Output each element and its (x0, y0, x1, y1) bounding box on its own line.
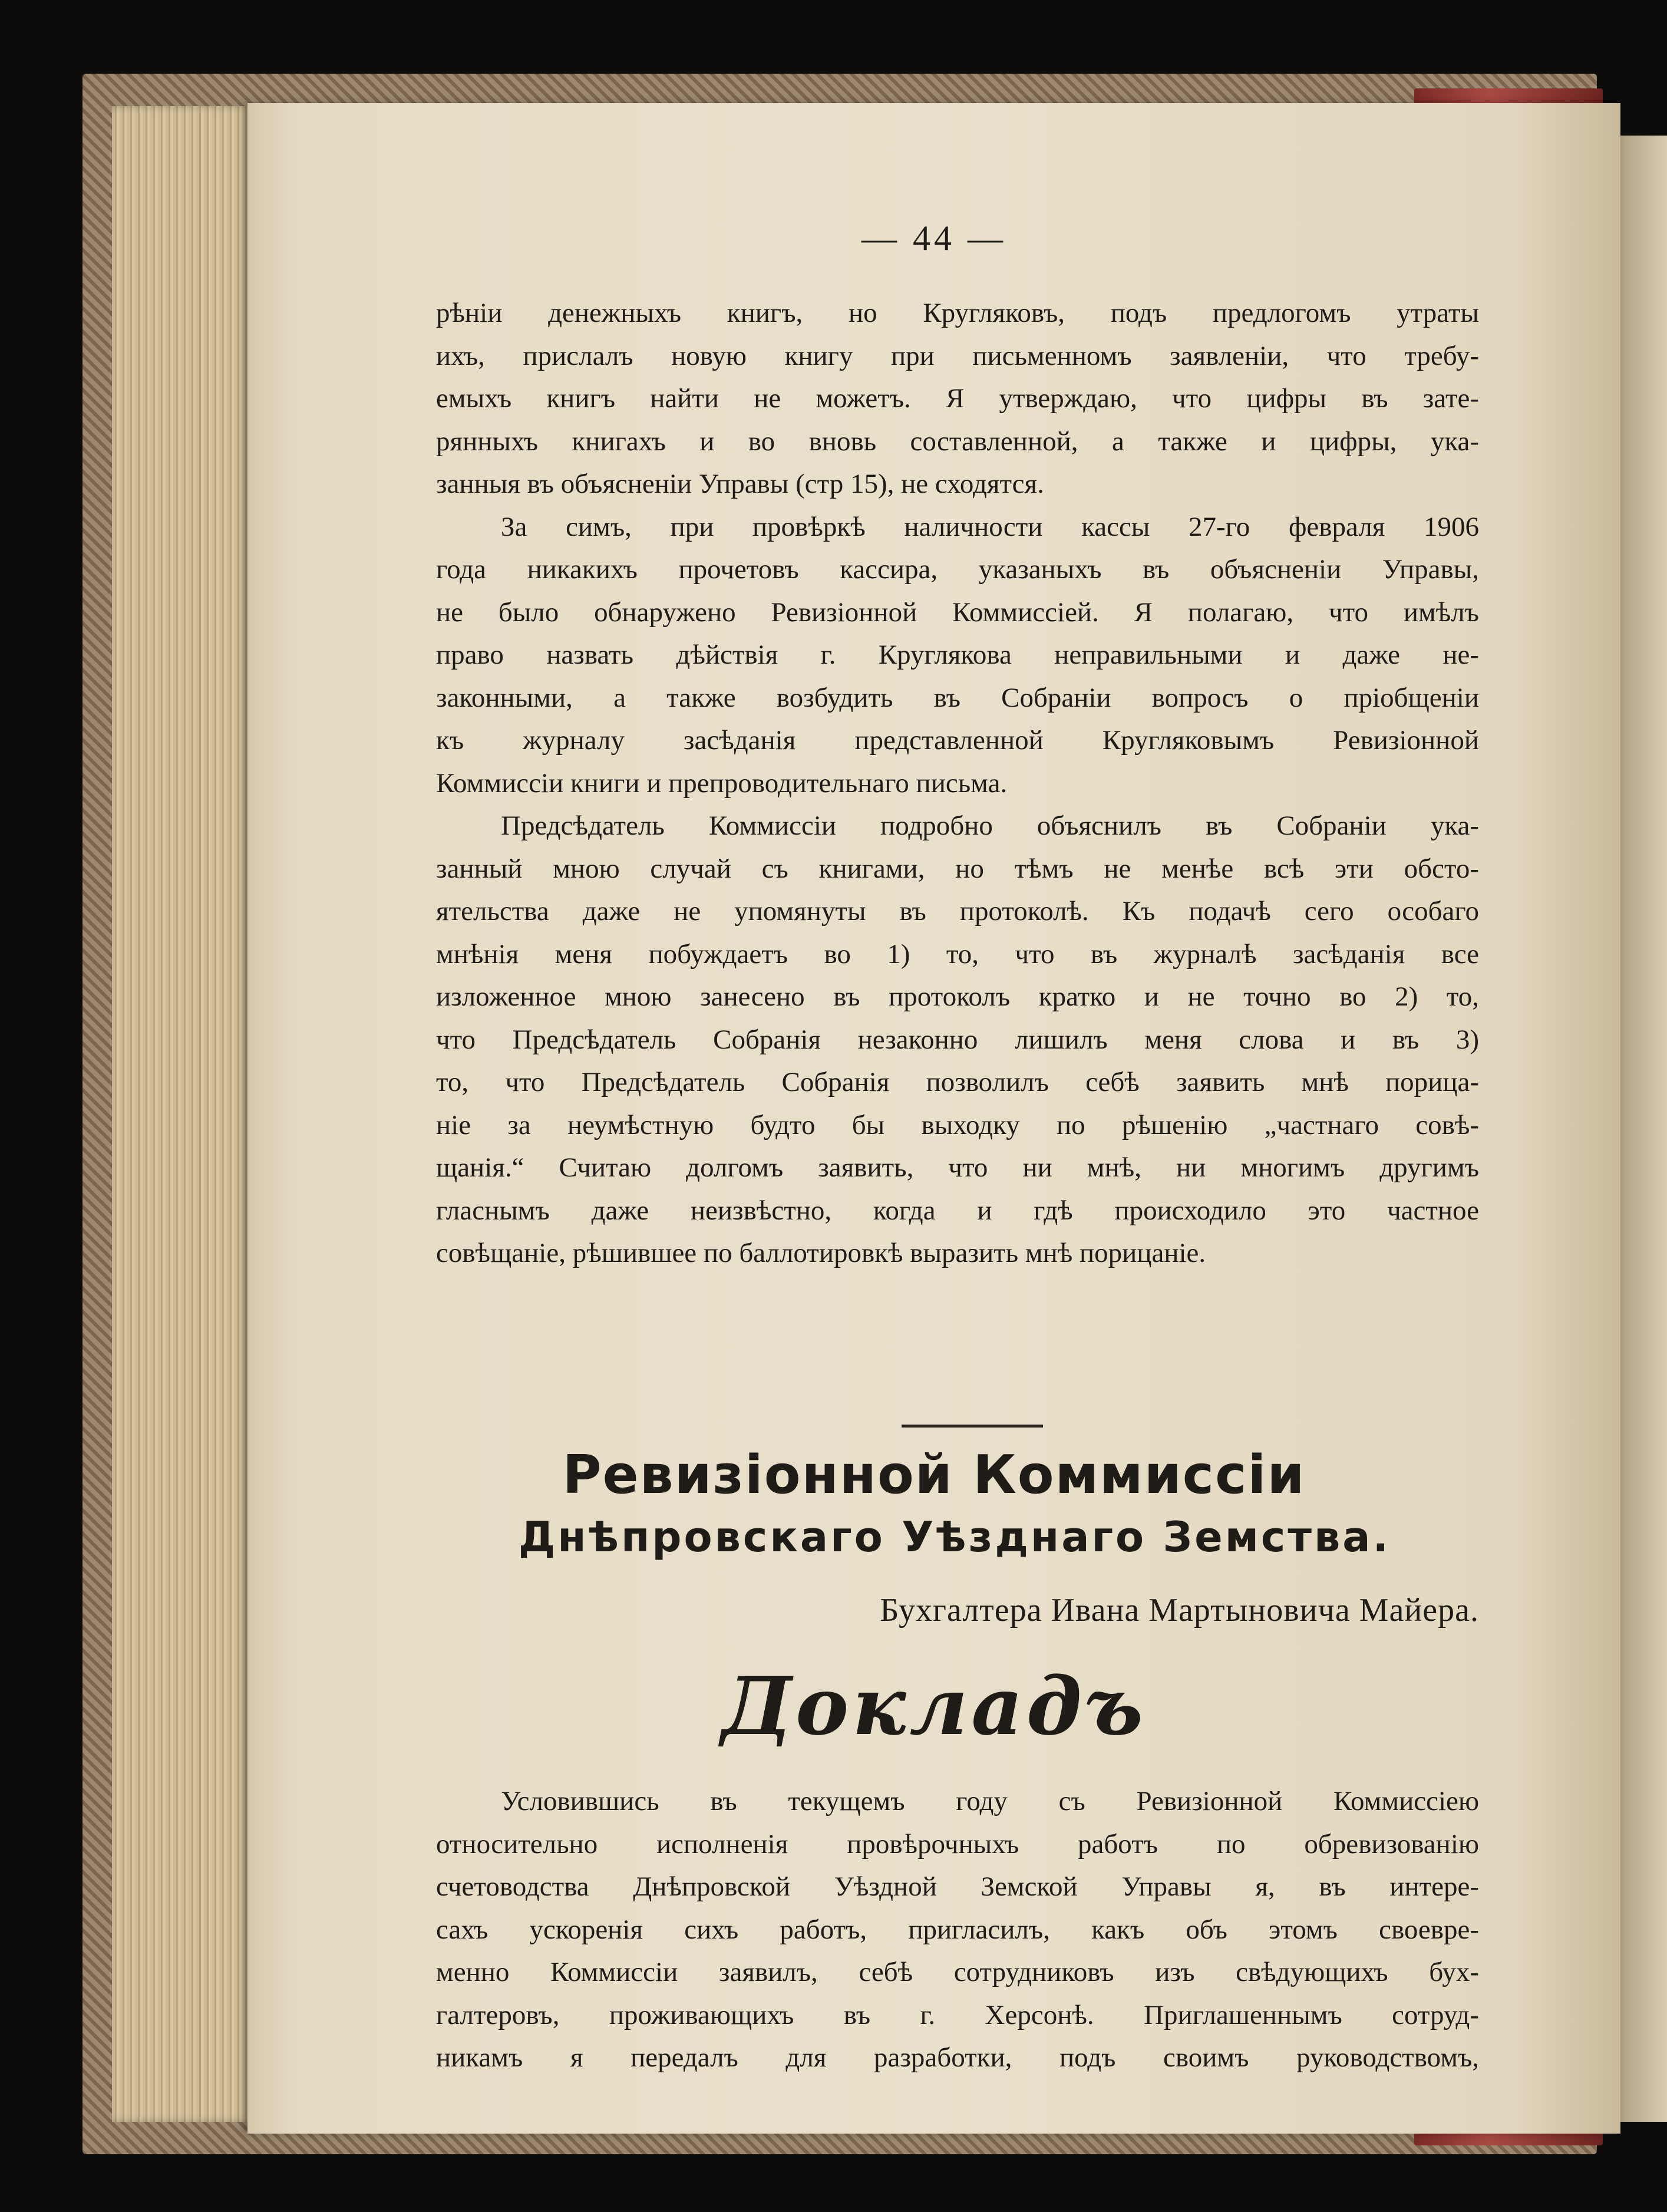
text-line: сахъ ускоренія сихъ работъ, пригласилъ, какъ объ этомъ своевре- (436, 1914, 1479, 1945)
text-line: счетоводства Днѣпровской Уѣздной Земской Управы я, въ интере- (436, 1871, 1479, 1902)
text-line: менно Коммиссіи заявилъ, себѣ сотрудниковъ изъ свѣдующихъ бух- (436, 1957, 1479, 1987)
text-line: никамъ я передалъ для разработки, подъ своимъ руководствомъ, (436, 2042, 1479, 2073)
text-line: галтеровъ, проживающихъ въ г. Херсонѣ. Приглашеннымъ сотруд- (436, 1999, 1479, 2030)
bottom-text (436, 1780, 1479, 2079)
top-text (436, 292, 1479, 1275)
paragraph-4 (436, 1780, 1479, 2079)
text-line: гласнымъ даже неизвѣстно, когда и гдѣ происходило это частное (436, 1195, 1479, 1226)
text-line: Коммиссіи книги и препроводительнаго письма. (436, 767, 1008, 799)
text-line: рянныхъ книгахъ и во вновь составленной, а также и цифры, ука- (436, 426, 1479, 457)
paragraph-2 (436, 506, 1479, 805)
heading-author: Бухгалтера Ивана Мартыновича Майера. (880, 1592, 1479, 1628)
text-line: совѣщаніе, рѣшившее по баллотировкѣ выразить мнѣ порицаніе. (436, 1238, 1206, 1268)
text-line: не было обнаружено Ревизіонной Коммиссіей. Я полагаю, что имѣлъ (436, 596, 1479, 628)
text-line: что Предсѣдатель Собранія незаконно лишилъ меня слова и въ 3) (436, 1024, 1479, 1055)
text-line: емыхъ книгъ найти не можетъ. Я утверждаю, что цифры въ зате- (436, 383, 1479, 414)
text-line: къ журналу засѣданія представленной Кругляковымъ Ревизіонной (436, 725, 1479, 756)
page-number: — 44 — (861, 219, 1006, 258)
text-line: мнѣнія меня побуждаетъ во 1) то, что въ журналѣ засѣданія все (436, 938, 1479, 970)
text-line: щанія.“ Считаю долгомъ заявить, что ни мнѣ, ни многимъ другимъ (436, 1152, 1479, 1183)
text-line: законными, а также возбудить въ Собраніи вопросъ о пріобщеніи (436, 682, 1479, 713)
text-line: ятельства даже не упомянуты въ протоколѣ. Къ подачѣ сего особаго (436, 896, 1479, 927)
text-line: За симъ, при провѣркѣ наличности кассы 27-го февраля 1906 (501, 511, 1479, 542)
book-page (247, 103, 1620, 2134)
text-line: занныя въ объясненіи Управы (стр 15), не сходятся. (436, 469, 1044, 499)
page-edges (112, 106, 253, 2122)
text-line: года никакихъ прочетовъ кассира, указаныхъ въ объясненіи Управы, (436, 554, 1479, 585)
text-line: рѣніи денежныхъ книгъ, но Кругляковъ, подъ предлогомъ утраты (436, 298, 1479, 328)
text-line: занный мною случай съ книгами, но тѣмъ не менѣе всѣ эти обсто- (436, 853, 1479, 884)
heading-commission: Ревизіонной Коммиссіи (562, 1444, 1306, 1506)
paragraph-1 (436, 292, 1479, 506)
text-line: то, что Предсѣдатель Собранія позволилъ себѣ заявить мнѣ порица- (436, 1067, 1479, 1097)
heading-report-title: Докладъ (721, 1659, 1147, 1753)
paragraph-3 (436, 805, 1479, 1275)
text-line: право назвать дѣйствія г. Круглякова неправильными и даже не- (436, 639, 1479, 670)
text-line: Условившись въ текущемъ году съ Ревизіонной Коммиссіею (501, 1786, 1479, 1817)
text-line: относительно исполненія провѣрочныхъ работъ по обревизованію (436, 1828, 1479, 1860)
text-line: изложенное мною занесено въ протоколъ кратко и не точно во 2) то, (436, 981, 1479, 1012)
text-line: ніе за неумѣстную будто бы выходку по рѣшенію „частнаго совѣ- (436, 1109, 1479, 1140)
section-divider (902, 1425, 1043, 1428)
text-line: ихъ, прислалъ новую книгу при письменномъ заявленіи, что требу- (436, 340, 1479, 371)
text-line: Предсѣдатель Коммиссіи подробно объяснилъ въ Собраніи ука- (501, 810, 1479, 841)
heading-zemstvo: Днѣпровскаго Уѣзднаго Земства. (518, 1513, 1391, 1561)
